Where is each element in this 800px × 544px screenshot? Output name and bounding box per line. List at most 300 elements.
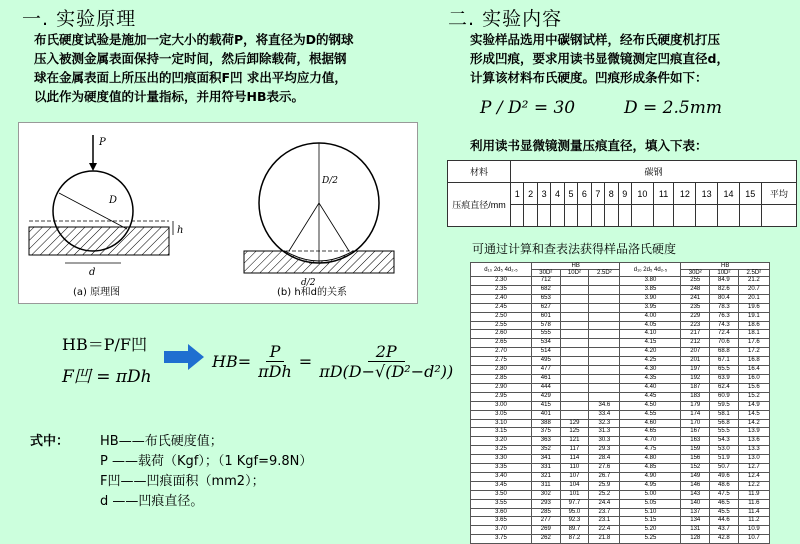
table1-col: 15 [739,183,761,205]
table-cell: 149 [681,472,710,481]
table-cell: 104 [560,481,589,490]
table-cell: 24.4 [589,499,620,508]
table-cell: 2.90 [471,383,532,392]
table-row [471,321,770,330]
table1-cell [605,205,618,227]
table-cell: 4.50 [620,401,681,410]
bt-col: 2.5D² [589,270,620,277]
table-cell: 10.9 [738,526,769,535]
table-cell: 45.5 [710,508,739,517]
table-cell [560,410,589,419]
table-cell [560,383,589,392]
table-cell [589,392,620,401]
table-cell [560,294,589,303]
table-cell: 3.55 [471,499,532,508]
table-cell: 269 [531,526,560,535]
table-cell: 18.1 [738,330,769,339]
table-cell: 682 [531,285,560,294]
table-cell: 241 [681,294,710,303]
table-cell: 20.7 [738,285,769,294]
table-row [471,472,770,481]
table1-cell [578,205,591,227]
table-row [471,357,770,366]
table-cell: 3.35 [471,464,532,473]
table-row [471,419,770,428]
legend-line: d ——凹痕直径。 [100,494,204,509]
table-cell: 5.05 [620,499,681,508]
table-cell: 68.8 [710,348,739,357]
table1-col: 14 [718,183,740,205]
table-cell: 3.40 [471,472,532,481]
arrow-icon [164,344,204,370]
table-cell [560,348,589,357]
bt-header-d2: d₁₀ 2d₅ 4d₂.₅ [620,263,681,277]
table-cell: 3.80 [620,277,681,286]
table-cell: 3.20 [471,437,532,446]
table-cell: 352 [531,446,560,455]
table-cell [589,303,620,312]
table-row [471,392,770,401]
table-cell: 4.05 [620,321,681,330]
table-cell: 26.7 [589,472,620,481]
legend-title: 式中： [30,434,70,449]
table-cell: 87.2 [560,535,589,544]
table-cell [560,392,589,401]
table1-cell [739,205,761,227]
table-cell: 51.9 [710,455,739,464]
table-row [471,455,770,464]
table-cell: 82.6 [710,285,739,294]
table-cell: 555 [531,330,560,339]
legend-list [100,432,312,512]
table-cell: 28.4 [589,455,620,464]
legend-line: P ——载荷（Kgf）；（1 Kgf=9.8N） [100,454,313,469]
table-cell: 514 [531,348,560,357]
table-cell: 11.6 [738,499,769,508]
table-cell: 627 [531,303,560,312]
table-cell: 477 [531,366,560,375]
content-line: 计算该材料布氏硬度。凹痕形成条件如下： [470,70,708,85]
table-row [471,490,770,499]
table-cell: 70.6 [710,339,739,348]
table-cell: 11.4 [738,508,769,517]
table-cell: 140 [681,499,710,508]
table1-col: 3 [537,183,550,205]
measure-title: 利用读书显微镜测量压痕直径，填入下表： [470,138,708,153]
table-cell: 207 [681,348,710,357]
table-cell [560,330,589,339]
table-cell: 152 [681,464,710,473]
radius-b1 [289,203,319,251]
table-cell: 2.95 [471,392,532,401]
table-cell: 10.7 [738,535,769,544]
table-row [471,401,770,410]
table-cell [589,321,620,330]
table-row [471,508,770,517]
table-cell: 2.30 [471,277,532,286]
table-cell: 3.15 [471,428,532,437]
table-cell: 47.5 [710,490,739,499]
table-cell [589,357,620,366]
formula3-eq: = [298,351,313,371]
table-cell: 33.4 [589,410,620,419]
table-cell: 15.6 [738,383,769,392]
intro-line: 球在金属表面上所压出的凹痕面积F凹 求出平均应力值， [34,70,347,85]
lookup-title: 可通过计算和查表法获得样品洛氏硬度 [472,242,677,256]
table-cell: 55.5 [710,428,739,437]
table-cell: 23.7 [589,508,620,517]
table-cell: 2.85 [471,374,532,383]
table-cell: 14.9 [738,401,769,410]
table-cell: 72.4 [710,330,739,339]
table-cell: 3.45 [471,481,532,490]
table-cell: 29.3 [589,446,620,455]
table-row [471,517,770,526]
table-cell: 248 [681,285,710,294]
table-row [471,285,770,294]
table-cell: 5.15 [620,517,681,526]
table-cell: 16.4 [738,366,769,375]
table1-col: 5 [564,183,577,205]
table-cell: 3.70 [471,526,532,535]
table-cell [560,366,589,375]
table-row [471,526,770,535]
table-cell: 67.1 [710,357,739,366]
content-line: 实验样品选用中碳钢试样，经布氏硬度机打压 [470,32,721,47]
table-cell: 11.9 [738,490,769,499]
table-cell: 21.8 [589,535,620,544]
table-cell [560,285,589,294]
table-cell: 229 [681,312,710,321]
table-cell: 4.95 [620,481,681,490]
table-cell: 5.25 [620,535,681,544]
table1-cell [564,205,577,227]
table-cell: 331 [531,464,560,473]
table-cell [560,374,589,383]
table-row [471,330,770,339]
table-cell: 5.10 [620,508,681,517]
table-cell: 125 [560,428,589,437]
table1-col: 2 [524,183,537,205]
table-cell: 3.05 [471,410,532,419]
table-row [471,428,770,437]
table-cell: 13.6 [738,437,769,446]
table-cell [589,348,620,357]
table-cell: 170 [681,419,710,428]
table1-col: 平均 [761,183,796,205]
table-cell [560,321,589,330]
table1-col: 6 [578,183,591,205]
table-row [471,383,770,392]
table-row [471,410,770,419]
table-cell: 156 [681,455,710,464]
table-cell: 653 [531,294,560,303]
table-cell: 4.65 [620,428,681,437]
table-cell: 92.3 [560,517,589,526]
table-cell: 2.40 [471,294,532,303]
table-cell: 14.5 [738,410,769,419]
table-cell: 235 [681,303,710,312]
table-cell: 4.60 [620,419,681,428]
table1-col: 12 [674,183,696,205]
table1-col: 11 [653,183,674,205]
table-row [471,464,770,473]
table-row [471,481,770,490]
table-cell: 277 [531,517,560,526]
table1-cell [674,205,696,227]
table-cell: 3.90 [620,294,681,303]
table-cell: 137 [681,508,710,517]
table-cell: 4.10 [620,330,681,339]
table-cell: 110 [560,464,589,473]
table-cell: 712 [531,277,560,286]
table-cell: 4.70 [620,437,681,446]
label-d: d [89,267,96,278]
table-cell: 4.75 [620,446,681,455]
table-cell: 3.65 [471,517,532,526]
table-cell [589,294,620,303]
table-cell: 42.8 [710,535,739,544]
table-cell: 25.2 [589,490,620,499]
table-cell: 76.3 [710,312,739,321]
table-cell [560,277,589,286]
caption-a: (a) 原理图 [73,287,121,298]
table1-cell [591,205,604,227]
table-cell: 429 [531,392,560,401]
table-cell: 4.55 [620,410,681,419]
table-cell: 107 [560,472,589,481]
table-cell: 3.75 [471,535,532,544]
table-row [471,446,770,455]
intro-line: 以此作为硬度值的计量指标，并用符号HB表示。 [34,89,304,104]
table-cell: 4.00 [620,312,681,321]
table-cell: 13.9 [738,428,769,437]
table-row [471,499,770,508]
table-cell: 65.5 [710,366,739,375]
hardness-lookup-table [470,262,770,544]
load-arrow-head [89,163,97,171]
formula3-left: HB= [212,351,252,371]
table1-diameter-label: 压痕直径/mm [448,183,511,227]
table-row [471,366,770,375]
label-D2: D/2 [322,176,338,186]
label-P: P [99,137,106,148]
table-cell: 4.25 [620,357,681,366]
table-row [471,348,770,357]
table-cell: 117 [560,446,589,455]
table-cell: 114 [560,455,589,464]
table-cell: 22.4 [589,526,620,535]
table1-col: 8 [605,183,618,205]
table-cell: 4.35 [620,374,681,383]
table-cell: 495 [531,357,560,366]
table1-cell [761,205,796,227]
bt-header-hb: HB [531,263,620,270]
table1-col: 10 [631,183,653,205]
table-cell [589,374,620,383]
table-cell: 121 [560,437,589,446]
label-d2: d/2 [301,278,316,288]
table-cell: 4.15 [620,339,681,348]
table-cell: 174 [681,410,710,419]
table1-col: 13 [696,183,718,205]
table-cell: 159 [681,446,710,455]
bt-col: 10D² [710,270,739,277]
table-cell: 143 [681,490,710,499]
table-cell [589,330,620,339]
condition-ratio: P / D² = 30 [480,98,576,118]
bt-col: 2.5D² [738,270,769,277]
table-cell: 341 [531,455,560,464]
table-cell: 375 [531,428,560,437]
table-cell: 95.0 [560,508,589,517]
table-cell: 89.7 [560,526,589,535]
table-row [471,437,770,446]
table-cell: 146 [681,481,710,490]
table-cell: 363 [531,437,560,446]
table-cell: 2.60 [471,330,532,339]
table-cell: 63.9 [710,374,739,383]
table-cell: 25.9 [589,481,620,490]
table-cell: 44.6 [710,517,739,526]
table1-cell [551,205,564,227]
table1-col: 9 [618,183,631,205]
table-cell: 401 [531,410,560,419]
table-cell: 578 [531,321,560,330]
table-cell: 78.3 [710,303,739,312]
table-cell: 3.85 [620,285,681,294]
label-h: h [177,225,184,236]
table1-cell [618,205,631,227]
table1-cell [653,205,674,227]
table-cell [560,303,589,312]
table-cell: 49.6 [710,472,739,481]
table-cell: 62.4 [710,383,739,392]
table-cell: 255 [681,277,710,286]
fraction-2-den: πD(D−√(D²−d²)) [319,361,454,381]
table-row [471,339,770,348]
formula-hb-expanded [212,334,460,388]
table-cell: 415 [531,401,560,410]
fraction-2 [315,342,457,381]
principle-diagram [19,123,417,303]
table-cell: 201 [681,357,710,366]
fraction-1-den: πDh [258,361,292,381]
table-cell: 21.2 [738,277,769,286]
table-cell: 534 [531,339,560,348]
table-cell: 50.7 [710,464,739,473]
table-cell [589,277,620,286]
formula-area: F凹 = πDh [62,367,152,387]
table-cell: 4.85 [620,464,681,473]
table-cell: 179 [681,401,710,410]
table-cell: 4.45 [620,392,681,401]
table1-col: 1 [511,183,524,205]
table-cell [589,339,620,348]
table-cell: 23.1 [589,517,620,526]
table-cell: 15.2 [738,392,769,401]
table-cell: 4.30 [620,366,681,375]
table-cell: 16.8 [738,357,769,366]
table-cell: 388 [531,419,560,428]
table-cell: 131 [681,526,710,535]
caption-b: (b) h和d的关系 [277,287,348,298]
table-cell: 32.3 [589,419,620,428]
table-cell: 60.9 [710,392,739,401]
table-cell: 217 [681,330,710,339]
table-cell: 3.25 [471,446,532,455]
bt-col: 30D² [681,270,710,277]
table-cell [589,285,620,294]
formula-hb: HB＝P/F凹 [62,335,147,354]
table1-cell [696,205,718,227]
fraction-2-num: 2P [368,342,405,362]
section-heading-content: 二. 实验内容 [448,8,563,30]
bt-body [471,277,770,544]
table-cell: 58.1 [710,410,739,419]
table-cell: 302 [531,490,560,499]
label-D: D [109,195,118,206]
bt-header-d: d₁₀ 2d₅ 4d₂.₅ [471,263,532,277]
table-cell: 183 [681,392,710,401]
table-cell: 19.6 [738,303,769,312]
legend-line: F凹——凹痕面积（mm2）； [100,474,265,489]
table-cell [589,383,620,392]
intro-line: 布氏硬度试验是施加一定大小的载荷P，将直径为D的钢球 [34,32,354,47]
table1-cell [537,205,550,227]
table-cell: 187 [681,383,710,392]
table-cell: 5.20 [620,526,681,535]
table-cell: 262 [531,535,560,544]
principle-figure [18,122,418,304]
table1-material-value: 碳钢 [511,161,797,183]
table-cell: 601 [531,312,560,321]
table-cell: 3.50 [471,490,532,499]
table-cell: 2.50 [471,312,532,321]
table-cell: 11.2 [738,517,769,526]
table-cell: 27.6 [589,464,620,473]
content-line: 形成凹痕，要求用读书显微镜测定凹痕直径d， [470,51,729,66]
table1-cell [524,205,537,227]
table-cell: 321 [531,472,560,481]
table-cell: 54.3 [710,437,739,446]
table-cell: 12.2 [738,481,769,490]
table-cell: 197 [681,366,710,375]
table-cell: 13.0 [738,455,769,464]
table-cell: 311 [531,481,560,490]
table-cell: 192 [681,374,710,383]
table-cell: 14.2 [738,419,769,428]
table-cell: 56.8 [710,419,739,428]
table-cell: 17.6 [738,339,769,348]
table-cell: 129 [560,419,589,428]
table-cell: 53.0 [710,446,739,455]
table-cell [560,312,589,321]
table-row [471,303,770,312]
table1-cell [511,205,524,227]
table-cell: 2.35 [471,285,532,294]
table-cell: 20.1 [738,294,769,303]
principle-intro [34,30,424,106]
table-cell: 167 [681,428,710,437]
table-cell: 84.9 [710,277,739,286]
table-row [471,312,770,321]
table-cell: 3.10 [471,419,532,428]
content-text [470,30,790,87]
table-cell: 134 [681,517,710,526]
table-cell: 444 [531,383,560,392]
table-cell: 4.20 [620,348,681,357]
